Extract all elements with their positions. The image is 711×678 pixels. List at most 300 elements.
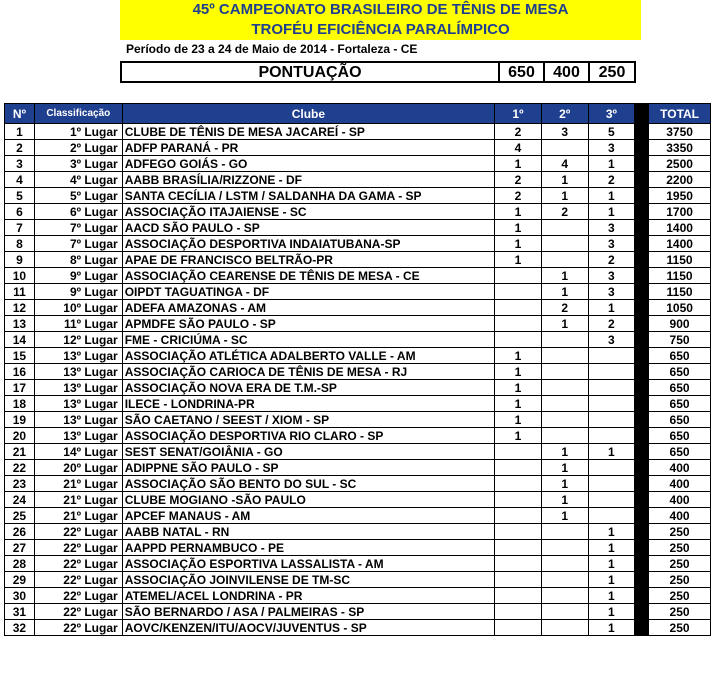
row-club: CLUBE DE TÊNIS DE MESA JACAREÍ - SP xyxy=(122,124,494,140)
table-row xyxy=(5,204,711,220)
row-third-count xyxy=(588,476,635,492)
row-club: AABB BRASÍLIA/RIZZONE - DF xyxy=(122,172,494,188)
row-club: ASSOCIAÇÃO ATLÉTICA ADALBERTO VALLE - AM xyxy=(122,348,494,364)
row-club: ADIPPNE SÃO PAULO - SP xyxy=(122,460,494,476)
row-second-count: 2 xyxy=(541,204,588,220)
row-number: 2 xyxy=(5,140,35,156)
row-first-count xyxy=(495,604,542,620)
table-row xyxy=(5,316,711,332)
row-club: ASSOCIAÇÃO JOINVILENSE DE TM-SC xyxy=(122,572,494,588)
table-row xyxy=(5,380,711,396)
row-third-count: 3 xyxy=(588,220,635,236)
table-row xyxy=(5,412,711,428)
column-separator xyxy=(635,428,649,444)
row-club: SEST SENAT/GOIÂNIA - GO xyxy=(122,444,494,460)
row-total: 1150 xyxy=(649,252,711,268)
row-second-count xyxy=(541,252,588,268)
row-total: 2200 xyxy=(649,172,711,188)
row-first-count: 2 xyxy=(495,172,542,188)
column-separator xyxy=(635,604,649,620)
row-classification: 13º Lugar xyxy=(34,364,122,380)
row-second-count: 1 xyxy=(541,476,588,492)
row-total: 400 xyxy=(649,492,711,508)
row-club: ILECE - LONDRINA-PR xyxy=(122,396,494,412)
column-separator xyxy=(635,236,649,252)
row-first-count: 2 xyxy=(495,188,542,204)
row-second-count xyxy=(541,380,588,396)
column-separator xyxy=(635,172,649,188)
column-separator xyxy=(635,396,649,412)
table-row xyxy=(5,140,711,156)
trophy-subtitle: TROFÉU EFICIÊNCIA PARALÍMPICO xyxy=(120,20,641,40)
row-third-count: 1 xyxy=(588,156,635,172)
row-first-count: 1 xyxy=(495,220,542,236)
col-header-first: 1º xyxy=(495,104,542,124)
column-separator xyxy=(635,284,649,300)
row-third-count: 1 xyxy=(588,588,635,604)
row-second-count xyxy=(541,524,588,540)
row-second-count xyxy=(541,604,588,620)
row-total: 650 xyxy=(649,396,711,412)
row-number: 22 xyxy=(5,460,35,476)
row-total: 250 xyxy=(649,524,711,540)
row-third-count: 1 xyxy=(588,604,635,620)
column-separator xyxy=(635,572,649,588)
column-separator xyxy=(635,364,649,380)
row-classification: 13º Lugar xyxy=(34,380,122,396)
row-first-count xyxy=(495,316,542,332)
row-first-count: 1 xyxy=(495,348,542,364)
row-second-count: 1 xyxy=(541,284,588,300)
table-row xyxy=(5,300,711,316)
row-total: 2500 xyxy=(649,156,711,172)
row-classification: 22º Lugar xyxy=(34,556,122,572)
row-third-count: 3 xyxy=(588,284,635,300)
row-first-count: 1 xyxy=(495,204,542,220)
row-club: ASSOCIAÇÃO CARIOCA DE TÊNIS DE MESA - RJ xyxy=(122,364,494,380)
row-classification: 14º Lugar xyxy=(34,444,122,460)
row-number: 32 xyxy=(5,620,35,636)
row-third-count: 3 xyxy=(588,268,635,284)
row-second-count: 2 xyxy=(541,300,588,316)
championship-title: 45º CAMPEONATO BRASILEIRO DE TÊNIS DE MESA xyxy=(120,0,641,20)
row-third-count: 1 xyxy=(588,204,635,220)
row-classification: 21º Lugar xyxy=(34,476,122,492)
row-total: 250 xyxy=(649,572,711,588)
row-club: SANTA CECÍLIA / LSTM / SALDANHA DA GAMA - SP xyxy=(122,188,494,204)
row-classification: 1º Lugar xyxy=(34,124,122,140)
row-third-count: 1 xyxy=(588,540,635,556)
row-classification: 22º Lugar xyxy=(34,540,122,556)
row-first-count: 2 xyxy=(495,124,542,140)
table-row xyxy=(5,364,711,380)
table-row xyxy=(5,604,711,620)
row-club: AABB NATAL - RN xyxy=(122,524,494,540)
row-classification: 22º Lugar xyxy=(34,572,122,588)
row-first-count: 1 xyxy=(495,236,542,252)
row-third-count: 2 xyxy=(588,252,635,268)
row-second-count: 1 xyxy=(541,188,588,204)
row-number: 3 xyxy=(5,156,35,172)
row-club: AOVC/KENZEN/ITU/AOCV/JUVENTUS - SP xyxy=(122,620,494,636)
row-third-count: 2 xyxy=(588,316,635,332)
row-number: 4 xyxy=(5,172,35,188)
table-row xyxy=(5,348,711,364)
row-first-count xyxy=(495,524,542,540)
row-second-count: 4 xyxy=(541,156,588,172)
row-club: ASSOCIAÇÃO ESPORTIVA LASSALISTA - AM xyxy=(122,556,494,572)
row-club: APMDFE SÃO PAULO - SP xyxy=(122,316,494,332)
row-number: 23 xyxy=(5,476,35,492)
row-club: ASSOCIAÇÃO DESPORTIVA INDAIATUBANA-SP xyxy=(122,236,494,252)
column-separator xyxy=(635,556,649,572)
column-separator xyxy=(635,300,649,316)
table-row xyxy=(5,572,711,588)
row-classification: 8º Lugar xyxy=(34,252,122,268)
scoring-box xyxy=(120,61,636,83)
row-number: 1 xyxy=(5,124,35,140)
row-third-count: 1 xyxy=(588,300,635,316)
row-third-count: 2 xyxy=(588,172,635,188)
row-third-count xyxy=(588,380,635,396)
column-separator xyxy=(635,252,649,268)
period-text: Período de 23 a 24 de Maio de 2014 - Fortaleza - CE xyxy=(126,42,418,56)
row-third-count: 3 xyxy=(588,332,635,348)
table-row xyxy=(5,396,711,412)
row-classification: 9º Lugar xyxy=(34,268,122,284)
table-row xyxy=(5,220,711,236)
row-first-count xyxy=(495,268,542,284)
row-club: ASSOCIAÇÃO SÃO BENTO DO SUL - SC xyxy=(122,476,494,492)
row-total: 400 xyxy=(649,476,711,492)
row-total: 900 xyxy=(649,316,711,332)
row-classification: 22º Lugar xyxy=(34,604,122,620)
row-number: 21 xyxy=(5,444,35,460)
row-club: SÃO BERNARDO / ASA / PALMEIRAS - SP xyxy=(122,604,494,620)
row-second-count xyxy=(541,540,588,556)
row-number: 13 xyxy=(5,316,35,332)
row-total: 400 xyxy=(649,508,711,524)
column-separator xyxy=(635,412,649,428)
table-row xyxy=(5,188,711,204)
column-separator xyxy=(635,460,649,476)
row-third-count: 1 xyxy=(588,524,635,540)
row-classification: 12º Lugar xyxy=(34,332,122,348)
row-second-count xyxy=(541,348,588,364)
row-club: ADFEGO GOIÁS - GO xyxy=(122,156,494,172)
row-second-count xyxy=(541,332,588,348)
row-first-count xyxy=(495,332,542,348)
table-row xyxy=(5,428,711,444)
row-second-count xyxy=(541,140,588,156)
row-club: AAPPD PERNAMBUCO - PE xyxy=(122,540,494,556)
row-second-count xyxy=(541,364,588,380)
column-separator xyxy=(635,492,649,508)
row-number: 12 xyxy=(5,300,35,316)
row-second-count xyxy=(541,588,588,604)
row-third-count xyxy=(588,412,635,428)
row-classification: 10º Lugar xyxy=(34,300,122,316)
row-number: 11 xyxy=(5,284,35,300)
column-separator xyxy=(635,380,649,396)
row-classification: 13º Lugar xyxy=(34,396,122,412)
scoring-label: PONTUAÇÃO xyxy=(122,63,500,81)
row-first-count xyxy=(495,572,542,588)
table-row xyxy=(5,444,711,460)
row-number: 18 xyxy=(5,396,35,412)
row-first-count xyxy=(495,620,542,636)
table-row xyxy=(5,252,711,268)
row-classification: 9º Lugar xyxy=(34,284,122,300)
row-classification: 13º Lugar xyxy=(34,348,122,364)
column-separator xyxy=(635,124,649,140)
row-total: 650 xyxy=(649,428,711,444)
table-row xyxy=(5,508,711,524)
row-second-count xyxy=(541,556,588,572)
row-club: AACD SÃO PAULO - SP xyxy=(122,220,494,236)
row-second-count xyxy=(541,412,588,428)
table-row xyxy=(5,268,711,284)
row-number: 26 xyxy=(5,524,35,540)
row-third-count xyxy=(588,364,635,380)
table-row xyxy=(5,172,711,188)
col-header-second: 2º xyxy=(541,104,588,124)
row-third-count: 3 xyxy=(588,140,635,156)
column-separator xyxy=(635,220,649,236)
row-second-count: 1 xyxy=(541,444,588,460)
row-first-count xyxy=(495,588,542,604)
ranking-table xyxy=(4,103,711,636)
row-classification: 22º Lugar xyxy=(34,620,122,636)
row-club: SÃO CAETANO / SEEST / XIOM - SP xyxy=(122,412,494,428)
row-first-count: 1 xyxy=(495,380,542,396)
row-total: 650 xyxy=(649,364,711,380)
row-total: 1400 xyxy=(649,236,711,252)
row-club: ASSOCIAÇÃO CEARENSE DE TÊNIS DE MESA - CE xyxy=(122,268,494,284)
row-first-count xyxy=(495,508,542,524)
row-third-count: 5 xyxy=(588,124,635,140)
row-second-count: 1 xyxy=(541,492,588,508)
row-second-count: 1 xyxy=(541,460,588,476)
row-total: 650 xyxy=(649,412,711,428)
col-header-total: TOTAL xyxy=(649,104,711,124)
row-number: 27 xyxy=(5,540,35,556)
row-number: 10 xyxy=(5,268,35,284)
row-third-count xyxy=(588,492,635,508)
row-second-count xyxy=(541,428,588,444)
row-second-count: 1 xyxy=(541,172,588,188)
row-classification: 7º Lugar xyxy=(34,220,122,236)
table-row xyxy=(5,124,711,140)
row-club: APCEF MANAUS - AM xyxy=(122,508,494,524)
row-third-count xyxy=(588,396,635,412)
row-first-count: 1 xyxy=(495,364,542,380)
column-separator xyxy=(635,156,649,172)
row-number: 7 xyxy=(5,220,35,236)
row-second-count xyxy=(541,620,588,636)
column-separator xyxy=(635,476,649,492)
row-total: 750 xyxy=(649,332,711,348)
column-separator xyxy=(635,348,649,364)
row-first-count xyxy=(495,476,542,492)
row-classification: 13º Lugar xyxy=(34,428,122,444)
row-second-count: 1 xyxy=(541,316,588,332)
row-third-count xyxy=(588,508,635,524)
row-total: 650 xyxy=(649,380,711,396)
row-club: OIPDT TAGUATINGA - DF xyxy=(122,284,494,300)
row-total: 1400 xyxy=(649,220,711,236)
row-third-count: 1 xyxy=(588,572,635,588)
table-row xyxy=(5,332,711,348)
row-second-count: 3 xyxy=(541,124,588,140)
row-first-count xyxy=(495,556,542,572)
row-club: ADFP PARANÁ - PR xyxy=(122,140,494,156)
row-classification: 22º Lugar xyxy=(34,588,122,604)
table-row xyxy=(5,476,711,492)
row-total: 1700 xyxy=(649,204,711,220)
table-row xyxy=(5,156,711,172)
column-separator xyxy=(635,524,649,540)
score-second-place: 400 xyxy=(545,63,590,81)
table-row xyxy=(5,284,711,300)
row-second-count xyxy=(541,236,588,252)
col-header-classification: Classificação xyxy=(34,104,122,124)
row-classification: 6º Lugar xyxy=(34,204,122,220)
column-separator xyxy=(635,268,649,284)
row-classification: 13º Lugar xyxy=(34,412,122,428)
row-total: 650 xyxy=(649,348,711,364)
row-total: 1050 xyxy=(649,300,711,316)
row-total: 3750 xyxy=(649,124,711,140)
table-row xyxy=(5,540,711,556)
column-separator xyxy=(635,620,649,636)
row-total: 250 xyxy=(649,604,711,620)
row-total: 250 xyxy=(649,588,711,604)
row-classification: 20º Lugar xyxy=(34,460,122,476)
row-first-count xyxy=(495,460,542,476)
row-third-count xyxy=(588,428,635,444)
row-classification: 3º Lugar xyxy=(34,156,122,172)
row-classification: 7º Lugar xyxy=(34,236,122,252)
row-number: 20 xyxy=(5,428,35,444)
row-first-count xyxy=(495,492,542,508)
row-classification: 5º Lugar xyxy=(34,188,122,204)
row-number: 15 xyxy=(5,348,35,364)
row-club: CLUBE MOGIANO -SÃO PAULO xyxy=(122,492,494,508)
table-row xyxy=(5,460,711,476)
row-number: 16 xyxy=(5,364,35,380)
row-club: ASSOCIAÇÃO NOVA ERA DE T.M.-SP xyxy=(122,380,494,396)
row-first-count: 1 xyxy=(495,252,542,268)
score-third-place: 250 xyxy=(598,64,626,81)
row-second-count xyxy=(541,220,588,236)
row-number: 28 xyxy=(5,556,35,572)
row-second-count: 1 xyxy=(541,508,588,524)
column-separator xyxy=(635,588,649,604)
row-first-count: 4 xyxy=(495,140,542,156)
row-club: ASSOCIAÇÃO ITAJAIENSE - SC xyxy=(122,204,494,220)
row-third-count: 1 xyxy=(588,444,635,460)
row-number: 25 xyxy=(5,508,35,524)
row-third-count: 1 xyxy=(588,556,635,572)
row-first-count xyxy=(495,300,542,316)
row-total: 250 xyxy=(649,556,711,572)
row-club: ADEFA AMAZONAS - AM xyxy=(122,300,494,316)
row-total: 1950 xyxy=(649,188,711,204)
row-number: 17 xyxy=(5,380,35,396)
row-number: 31 xyxy=(5,604,35,620)
col-header-club: Clube xyxy=(122,104,494,124)
row-club: ASSOCIAÇÃO DESPORTIVA RIO CLARO - SP xyxy=(122,428,494,444)
row-total: 3350 xyxy=(649,140,711,156)
row-total: 1150 xyxy=(649,268,711,284)
table-row xyxy=(5,492,711,508)
row-number: 24 xyxy=(5,492,35,508)
row-classification: 21º Lugar xyxy=(34,492,122,508)
row-classification: 22º Lugar xyxy=(34,524,122,540)
col-header-third: 3º xyxy=(588,104,635,124)
row-second-count xyxy=(541,396,588,412)
row-total: 250 xyxy=(649,540,711,556)
column-separator xyxy=(635,316,649,332)
column-separator xyxy=(635,508,649,524)
row-number: 29 xyxy=(5,572,35,588)
row-first-count: 1 xyxy=(495,396,542,412)
table-row xyxy=(5,556,711,572)
row-number: 9 xyxy=(5,252,35,268)
table-header-row xyxy=(5,104,711,124)
row-second-count: 1 xyxy=(541,268,588,284)
column-separator xyxy=(635,104,649,124)
row-total: 400 xyxy=(649,460,711,476)
column-separator xyxy=(635,140,649,156)
row-classification: 4º Lugar xyxy=(34,172,122,188)
column-separator xyxy=(635,204,649,220)
row-classification: 11º Lugar xyxy=(34,316,122,332)
row-number: 19 xyxy=(5,412,35,428)
row-club: APAE DE FRANCISCO BELTRÃO-PR xyxy=(122,252,494,268)
column-separator xyxy=(635,540,649,556)
row-total: 1150 xyxy=(649,284,711,300)
row-classification: 21º Lugar xyxy=(34,508,122,524)
row-first-count: 1 xyxy=(495,412,542,428)
row-second-count xyxy=(541,572,588,588)
row-third-count xyxy=(588,348,635,364)
row-third-count: 3 xyxy=(588,236,635,252)
col-header-number: Nº xyxy=(5,104,35,124)
row-third-count: 1 xyxy=(588,188,635,204)
table-row xyxy=(5,620,711,636)
column-separator xyxy=(635,188,649,204)
row-number: 14 xyxy=(5,332,35,348)
row-first-count xyxy=(495,540,542,556)
column-separator xyxy=(635,444,649,460)
row-third-count: 1 xyxy=(588,620,635,636)
row-number: 30 xyxy=(5,588,35,604)
row-classification: 2º Lugar xyxy=(34,140,122,156)
row-third-count xyxy=(588,460,635,476)
row-club: ATEMEL/ACEL LONDRINA - PR xyxy=(122,588,494,604)
table-row xyxy=(5,588,711,604)
row-number: 8 xyxy=(5,236,35,252)
row-club: FME - CRICIÚMA - SC xyxy=(122,332,494,348)
row-total: 250 xyxy=(649,620,711,636)
row-first-count: 1 xyxy=(495,156,542,172)
column-separator xyxy=(635,332,649,348)
row-number: 5 xyxy=(5,188,35,204)
row-total: 650 xyxy=(649,444,711,460)
row-number: 6 xyxy=(5,204,35,220)
